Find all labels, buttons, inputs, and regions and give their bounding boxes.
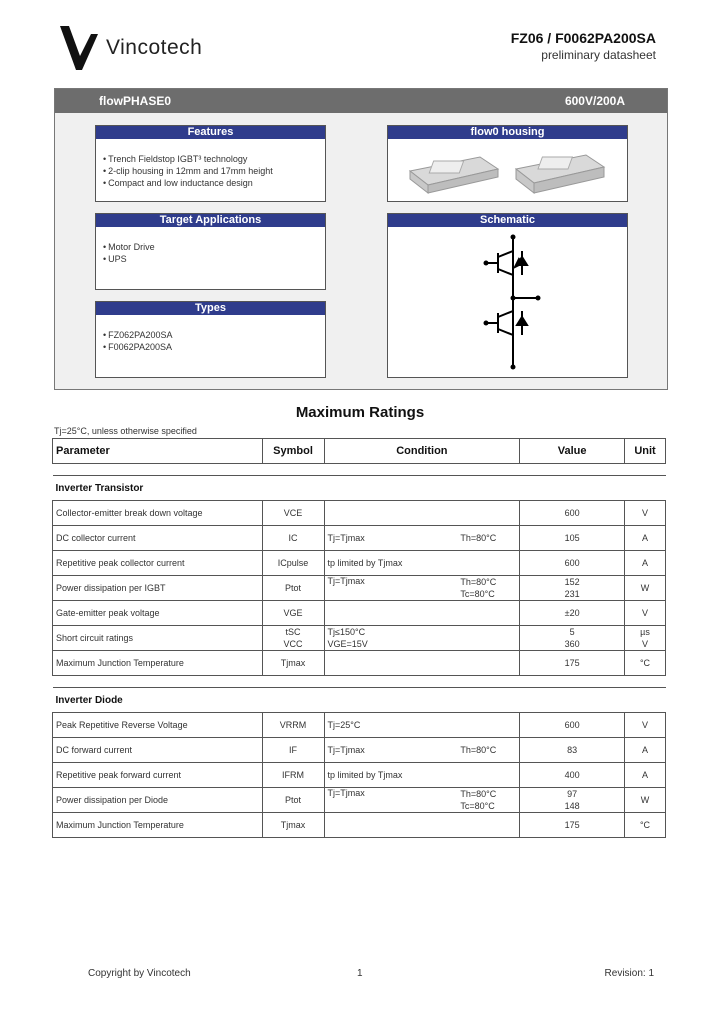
features-list: [96, 139, 325, 189]
unit-cell: A: [625, 763, 666, 788]
unit-cell: °C: [625, 813, 666, 838]
value-line: 360: [564, 639, 580, 649]
table-row: [53, 576, 666, 601]
symbol-cell: Ptot: [262, 576, 324, 601]
value-line: 231: [564, 589, 580, 599]
header-unit: Unit: [625, 439, 666, 464]
symbol-cell: [262, 626, 324, 651]
condition-cell: [324, 526, 520, 551]
applications-title: Target Applications: [96, 214, 325, 227]
condition-line: VGE=15V: [327, 639, 368, 649]
table-row: [53, 501, 666, 526]
param-cell: Maximum Junction Temperature: [53, 651, 263, 676]
unit-line: V: [642, 639, 649, 649]
param-cell: DC forward current: [53, 738, 263, 763]
ratings-condition-note: Tj=25°C, unless otherwise specified: [54, 426, 197, 436]
unit-cell: A: [625, 551, 666, 576]
value-line: 148: [564, 801, 580, 811]
condition-cell: [324, 813, 520, 838]
unit-cell: W: [625, 576, 666, 601]
table-row: [53, 713, 666, 738]
symbol-cell: IC: [262, 526, 324, 551]
symbol-cell: Tjmax: [262, 813, 324, 838]
types-list: [96, 315, 325, 353]
schematic-box: [387, 213, 628, 378]
condition-cell: tp limited by Tjmax: [324, 763, 520, 788]
symbol-cell: Ptot: [262, 788, 324, 813]
condition-cell: [324, 576, 520, 601]
table-row: [53, 651, 666, 676]
param-cell: Short circuit ratings: [53, 626, 263, 651]
section-inverter-diode: Inverter Diode: [53, 688, 666, 713]
table-row: [53, 601, 666, 626]
condition-cell: [324, 788, 520, 813]
param-cell: Collector-emitter break down voltage: [53, 501, 263, 526]
feature-item: • Compact and low inductance design: [103, 177, 325, 189]
condition-cell: [324, 738, 520, 763]
table-row: [53, 763, 666, 788]
header-symbol: Symbol: [262, 439, 324, 464]
condition-line: Tc=80°C: [460, 589, 495, 599]
housing-image: [388, 139, 627, 199]
value-cell: 175: [520, 813, 625, 838]
symbol-cell: VCE: [262, 501, 324, 526]
unit-cell: [625, 626, 666, 651]
param-cell: DC collector current: [53, 526, 263, 551]
features-box: [95, 125, 326, 202]
value-line: 152: [564, 577, 580, 587]
condition-left: Tj=Tjmax: [327, 745, 365, 755]
condition-line: Th=80°C: [460, 577, 497, 587]
value-cell: [520, 788, 625, 813]
symbol-cell: ICpulse: [262, 551, 324, 576]
brand-name: Vincotech: [106, 36, 203, 59]
footer-revision: Revision: 1: [604, 968, 654, 979]
unit-line: µs: [640, 627, 650, 637]
symbol-line: tSC: [285, 627, 301, 637]
table-header-row: [53, 439, 666, 464]
document-status: preliminary datasheet: [541, 48, 656, 62]
product-title-bar: [55, 89, 667, 113]
section-row: [53, 476, 666, 501]
section-inverter-transistor: Inverter Transistor: [53, 476, 666, 501]
value-line: 5: [569, 627, 575, 637]
symbol-cell: VGE: [262, 601, 324, 626]
condition-line: Tj≤150°C: [327, 627, 366, 637]
condition-cell: [324, 601, 520, 626]
condition-right: Th=80°C: [460, 533, 497, 543]
unit-cell: A: [625, 526, 666, 551]
housing-title: flow0 housing: [388, 126, 627, 139]
value-cell: 83: [520, 738, 625, 763]
condition-cell: [324, 651, 520, 676]
header-value: Value: [520, 439, 625, 464]
unit-cell: V: [625, 501, 666, 526]
condition-cell: [324, 626, 520, 651]
condition-left: Tj=Tjmax: [327, 788, 365, 798]
condition-left: Tj=Tjmax: [327, 576, 365, 586]
condition-right: [460, 788, 496, 812]
table-row: [53, 526, 666, 551]
symbol-line: VCC: [283, 639, 303, 649]
value-cell: 400: [520, 763, 625, 788]
value-cell: [520, 626, 625, 651]
table-row: [53, 813, 666, 838]
value-cell: 600: [520, 501, 625, 526]
symbol-cell: Tjmax: [262, 651, 324, 676]
symbol-cell: VRRM: [262, 713, 324, 738]
value-cell: 600: [520, 551, 625, 576]
schematic-title: Schematic: [388, 214, 627, 227]
footer-page-number: 1: [357, 968, 363, 979]
feature-item: • 2-clip housing in 12mm and 17mm height: [103, 165, 325, 177]
product-overview: [54, 88, 668, 390]
value-cell: [520, 576, 625, 601]
features-title: Features: [96, 126, 325, 139]
condition-line: Th=80°C: [460, 789, 497, 799]
unit-cell: V: [625, 713, 666, 738]
ratings-table: [52, 438, 666, 838]
param-cell: Maximum Junction Temperature: [53, 813, 263, 838]
param-cell: Peak Repetitive Reverse Voltage: [53, 713, 263, 738]
schematic-diagram: [388, 227, 627, 375]
header-condition: Condition: [324, 439, 520, 464]
value-cell: 175: [520, 651, 625, 676]
feature-item: • Trench Fieldstop IGBT³ technology: [103, 153, 325, 165]
footer-copyright: Copyright by Vincotech: [88, 968, 191, 979]
condition-line: Tc=80°C: [460, 801, 495, 811]
housing-box: [387, 125, 628, 202]
param-cell: Repetitive peak collector current: [53, 551, 263, 576]
type-item: • FZ062PA200SA: [103, 329, 325, 341]
application-item: • Motor Drive: [103, 241, 325, 253]
value-cell: 600: [520, 713, 625, 738]
param-cell: Power dissipation per Diode: [53, 788, 263, 813]
applications-box: [95, 213, 326, 290]
symbol-cell: IFRM: [262, 763, 324, 788]
unit-cell: W: [625, 788, 666, 813]
condition-right: Th=80°C: [460, 745, 497, 755]
type-item: • F0062PA200SA: [103, 341, 325, 353]
value-line: 97: [567, 789, 578, 799]
vincotech-logo-icon: [60, 26, 104, 70]
value-cell: ±20: [520, 601, 625, 626]
table-row: [53, 788, 666, 813]
symbol-cell: IF: [262, 738, 324, 763]
table-row: [53, 551, 666, 576]
unit-cell: V: [625, 601, 666, 626]
maximum-ratings-title: Maximum Ratings: [295, 404, 425, 421]
applications-list: [96, 227, 325, 265]
condition-cell: Tj=25°C: [324, 713, 520, 738]
value-cell: 105: [520, 526, 625, 551]
header-parameter: Parameter: [53, 439, 263, 464]
param-cell: Power dissipation per IGBT: [53, 576, 263, 601]
types-title: Types: [96, 302, 325, 315]
product-family: flowPHASE0: [99, 94, 172, 108]
unit-cell: °C: [625, 651, 666, 676]
product-rating: 600V/200A: [564, 94, 625, 108]
condition-right: [460, 576, 496, 600]
param-cell: Gate-emitter peak voltage: [53, 601, 263, 626]
table-row: [53, 738, 666, 763]
condition-cell: [324, 501, 520, 526]
table-row: [53, 626, 666, 651]
application-item: • UPS: [103, 253, 325, 265]
condition-cell: tp limited by Tjmax: [324, 551, 520, 576]
part-number: FZ06 / F0062PA200SA: [510, 30, 656, 46]
condition-left: Tj=Tjmax: [327, 533, 365, 543]
types-box: [95, 301, 326, 378]
section-row: [53, 688, 666, 713]
unit-cell: A: [625, 738, 666, 763]
param-cell: Repetitive peak forward current: [53, 763, 263, 788]
